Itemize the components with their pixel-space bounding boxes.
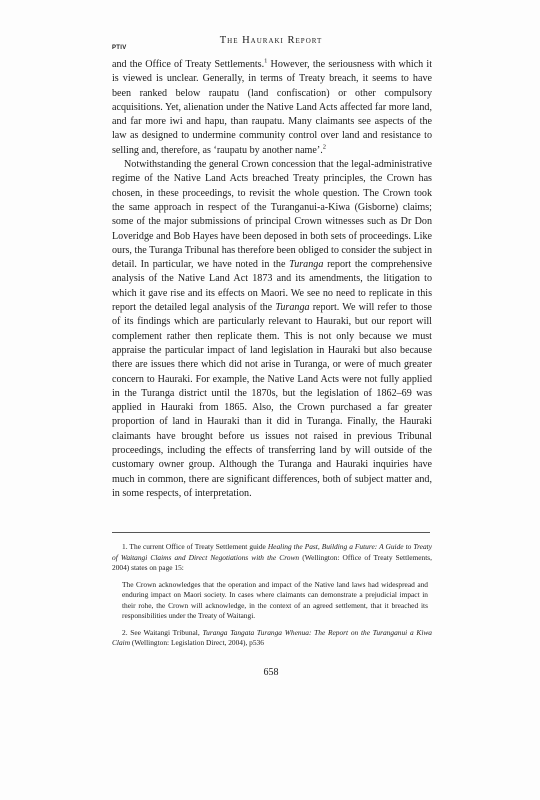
text-run: 2. See Waitangi Tribunal, (122, 627, 203, 637)
footnote-1-quote: The Crown acknowledges that the operation and impact of the Native land laws had widespread and enduring impact on Maori society. In cases where claimants can demonstrate a prejudicial impact in their rohe, the Crown will acknowledge, in the context of an agreed settlement, that it breached its responsibilities under the Treaty of Waitangi. (122, 579, 428, 620)
text-run: report the comprehensive analysis of the Native Land Act 1873 and its amendments, the litigation to which it gave rise and its effects on Maori. We see no need to replicate in this report the detailed legal analysis of the (112, 259, 432, 314)
text-run: and the Office of Treaty Settlements. (112, 59, 265, 70)
paragraph-2 (112, 158, 432, 501)
paragraph-1 (112, 58, 432, 158)
footnote-2 (112, 628, 432, 649)
footnote-1 (112, 542, 432, 574)
text-run: 1. The current Office of Treaty Settlement guide (122, 542, 268, 551)
running-head: The Hauraki Report (219, 35, 323, 46)
text-run: (Wellington: Legislation Direct, 2004), p536 (130, 638, 264, 647)
text-run: report. We will refer to those of its findings which are particularly relevant to Hauraki, but our report will complement rather then replicate them. This is not only because we must appraise the particular impact of land legislation in Hauraki but also because there are issues there which did not arise in Turanga, or were of much greater concern to Hauraki. For example, the Native Land Acts were not fully applied in the Turanga district until the 1870s, but the legislation of 1862–69 was applied in Hauraki from 1865. Also, the Crown purchased a far greater proportion of land in Hauraki than it did in Turanga. Finally, the Hauraki claimants have brought before us issues not raised in previous Tribunal proceedings, including the effects of transferring land by will outside of the customary owner group. Although the Turanga and Hauraki inquiries have much in common, there are significant differences, both of subject matter and, in some respects, of interpretation. (112, 302, 432, 499)
footnote-rule (112, 532, 430, 533)
footnote-ref: 1 (264, 57, 268, 65)
footnote-ref: 2 (322, 143, 327, 151)
italic-title: Turanga Tangata Turanga Whenua: The Report on the Turanganui a Kiwa Claim (112, 627, 432, 647)
section-marker: PTIV (112, 45, 127, 51)
footnotes (112, 542, 432, 649)
italic-title: Turanga (289, 259, 324, 271)
text-run: However, the seriousness with which it is viewed is unclear. Generally, in terms of Treaty breach, it seems to have been ranked below raupatu (land confiscation) or other compulsory acquisitions. Yet, alienation under the Native Land Acts affected far more land, and far more iwi and hapu, than raupatu. Many claimants see aspects of the law as designed to undermine community control over land and resistance to selling and, therefore, as ‘raupatu by another name’. (112, 59, 432, 156)
italic-title: Turanga (275, 302, 310, 314)
italic-title: Healing the Past, Building a Future: A Guide to Treaty of Waitangi Claims and Direct Negotiations with the Crown (112, 542, 432, 562)
body-text (112, 58, 432, 501)
page-number: 658 (263, 667, 279, 678)
text-run: Notwithstanding the general Crown concession that the legal-administrative regime of the Native Land Acts breached Treaty principles, the Crown has chosen, in these proceedings, to revisit the whole question. The Crown took the same approach in respect of the Turanganui-a-Kiwa (Gisborne) claims; some of the major submissions of principal Crown witnesses such as Dr Don Loveridge and Bob Hayes have been deposed in both sets of proceedings. Like ours, the Turanga Tribunal has therefore been obliged to consider the subject in detail. In particular, we have noted in the (112, 159, 432, 271)
text-run: (Wellington: Office of Treaty Settlements, 2004) states on page 15: (112, 552, 432, 572)
